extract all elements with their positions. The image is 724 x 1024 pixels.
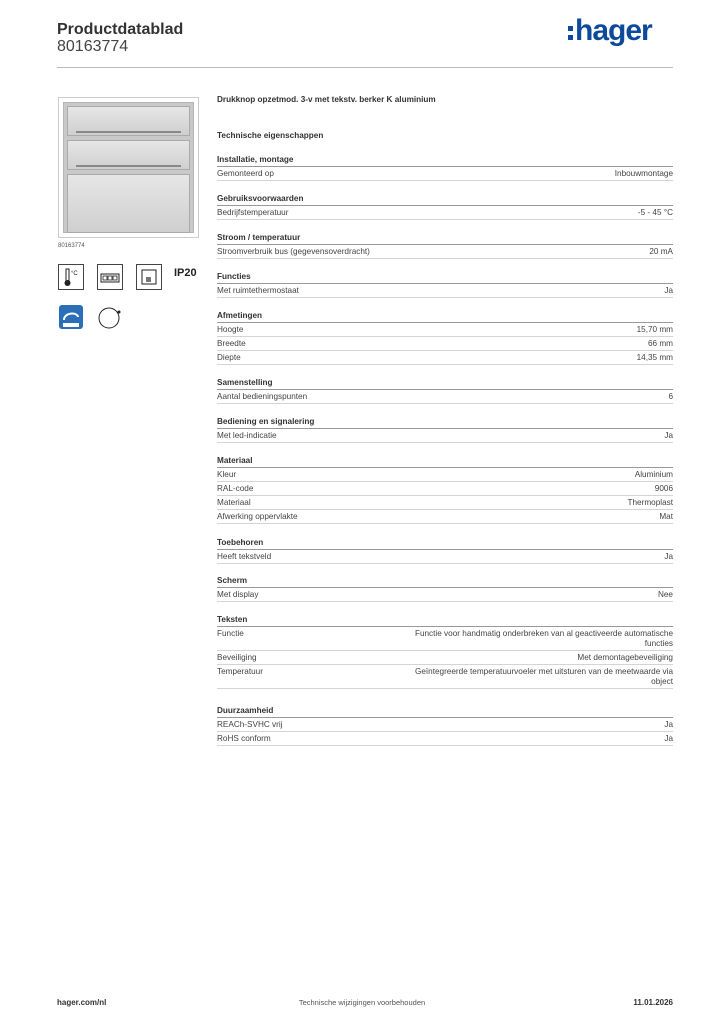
spec-value: Ja xyxy=(664,734,673,743)
spec-label: RoHS conform xyxy=(217,734,271,743)
spec-label: Gemonteerd op xyxy=(217,169,274,178)
spec-label: Aantal bedieningspunten xyxy=(217,392,308,401)
spec-row xyxy=(217,510,673,524)
spec-row xyxy=(217,496,673,510)
spec-value: -5 - 45 °C xyxy=(637,208,673,217)
spec-row xyxy=(217,718,673,732)
image-caption: 80163774 xyxy=(58,243,85,249)
section-heading: Materiaal xyxy=(217,455,673,468)
spec-section xyxy=(217,271,673,298)
spec-value: Geïntegreerde temperatuurvoeler met uitsturen van de meetwaarde via object xyxy=(414,667,673,686)
section-heading: Samenstelling xyxy=(217,377,673,390)
spec-value: Functie voor handmatig onderbreken van al geactiveerde automatische functies xyxy=(414,629,673,648)
spec-value: Ja xyxy=(664,720,673,729)
footer-website: hager.com/nl xyxy=(57,998,107,1007)
hager-logo xyxy=(568,16,652,46)
spec-label: Heeft tekstveld xyxy=(217,552,272,561)
spec-row xyxy=(217,651,673,665)
spec-value: Ja xyxy=(664,286,673,295)
spec-section xyxy=(217,310,673,365)
spec-row xyxy=(217,468,673,482)
temperature-icon xyxy=(58,264,84,290)
spec-value: Inbouwmontage xyxy=(614,169,673,178)
building-management-icon xyxy=(58,304,84,330)
spec-label: RAL-code xyxy=(217,484,254,493)
spec-label: Kleur xyxy=(217,470,237,479)
section-heading: Afmetingen xyxy=(217,310,673,323)
spec-label: Afwerking oppervlakte xyxy=(217,512,298,521)
spec-label: Temperatuur xyxy=(217,667,263,676)
spec-label: Stroomverbruik bus (gegevensoverdracht) xyxy=(217,247,370,256)
spec-row xyxy=(217,482,673,496)
spec-row xyxy=(217,390,673,404)
section-heading: Toebehoren xyxy=(217,537,673,550)
spec-value: 20 mA xyxy=(649,247,673,256)
spec-row xyxy=(217,167,673,181)
spec-value: Mat xyxy=(659,512,673,521)
spec-row xyxy=(217,323,673,337)
tech-properties-title: Technische eigenschappen xyxy=(217,131,324,140)
spec-value: Met demontagebeveiliging xyxy=(577,653,673,662)
mounting-icon xyxy=(136,264,162,290)
section-heading: Teksten xyxy=(217,614,673,627)
header-divider xyxy=(57,67,673,68)
spec-value: Nee xyxy=(657,590,673,599)
spec-label: Beveiliging xyxy=(217,653,257,662)
spec-label: REACh-SVHC vrij xyxy=(217,720,283,729)
spec-value: 6 xyxy=(668,392,673,401)
spec-label: Met display xyxy=(217,590,259,599)
spec-section xyxy=(217,455,673,524)
spec-value: Ja xyxy=(664,431,673,440)
spec-row xyxy=(217,665,673,689)
spec-value: 66 mm xyxy=(647,339,673,348)
ip-rating-label: IP20 xyxy=(174,267,197,279)
spec-row xyxy=(217,429,673,443)
logo-text: hager xyxy=(575,14,652,47)
section-heading: Stroom / temperatuur xyxy=(217,232,673,245)
spec-value: Ja xyxy=(664,552,673,561)
section-heading: Bediening en signalering xyxy=(217,416,673,429)
product-number: 80163774 xyxy=(57,38,129,55)
spec-section xyxy=(217,154,673,181)
spec-row xyxy=(217,588,673,602)
sensor-icon xyxy=(97,304,123,330)
section-heading: Gebruiksvoorwaarden xyxy=(217,193,673,206)
spec-row xyxy=(217,337,673,351)
spec-label: Met led-indicatie xyxy=(217,431,277,440)
spec-section xyxy=(217,416,673,443)
spec-value: 14,35 mm xyxy=(636,353,673,362)
spec-section xyxy=(217,575,673,602)
spec-row xyxy=(217,206,673,220)
spec-label: Hoogte xyxy=(217,325,244,334)
spec-label: Met ruimtethermostaat xyxy=(217,286,299,295)
spec-section xyxy=(217,614,673,689)
spec-section xyxy=(217,537,673,564)
section-heading: Functies xyxy=(217,271,673,284)
spec-value: Aluminium xyxy=(634,470,673,479)
spec-value: Thermoplast xyxy=(627,498,673,507)
spec-section xyxy=(217,705,673,746)
document-title: Productdatablad xyxy=(57,21,184,38)
footer-disclaimer: Technische wijzigingen voorbehouden xyxy=(298,998,426,1007)
spec-row xyxy=(217,245,673,259)
product-title: Drukknop opzetmod. 3-v met tekstv. berker K aluminium xyxy=(217,95,436,104)
section-heading: Duurzaamheid xyxy=(217,705,673,718)
spec-row xyxy=(217,732,673,746)
spec-row xyxy=(217,627,673,651)
spec-label: Materiaal xyxy=(217,498,251,507)
svg-text:°C: °C xyxy=(71,271,78,277)
spec-row xyxy=(217,351,673,365)
spec-label: Functie xyxy=(217,629,244,638)
section-heading: Installatie, montage xyxy=(217,154,673,167)
spec-section xyxy=(217,377,673,404)
logo-dots xyxy=(568,26,573,40)
spec-section xyxy=(217,232,673,259)
spec-section xyxy=(217,193,673,220)
footer-date: 11.01.2026 xyxy=(633,998,673,1007)
section-heading: Scherm xyxy=(217,575,673,588)
spec-row xyxy=(217,550,673,564)
display-icon xyxy=(97,264,123,290)
spec-label: Diepte xyxy=(217,353,241,362)
spec-label: Bedrijfstemperatuur xyxy=(217,208,289,217)
product-image xyxy=(58,97,199,238)
spec-row xyxy=(217,284,673,298)
spec-value: 9006 xyxy=(654,484,673,493)
spec-label: Breedte xyxy=(217,339,246,348)
spec-value: 15,70 mm xyxy=(636,325,673,334)
